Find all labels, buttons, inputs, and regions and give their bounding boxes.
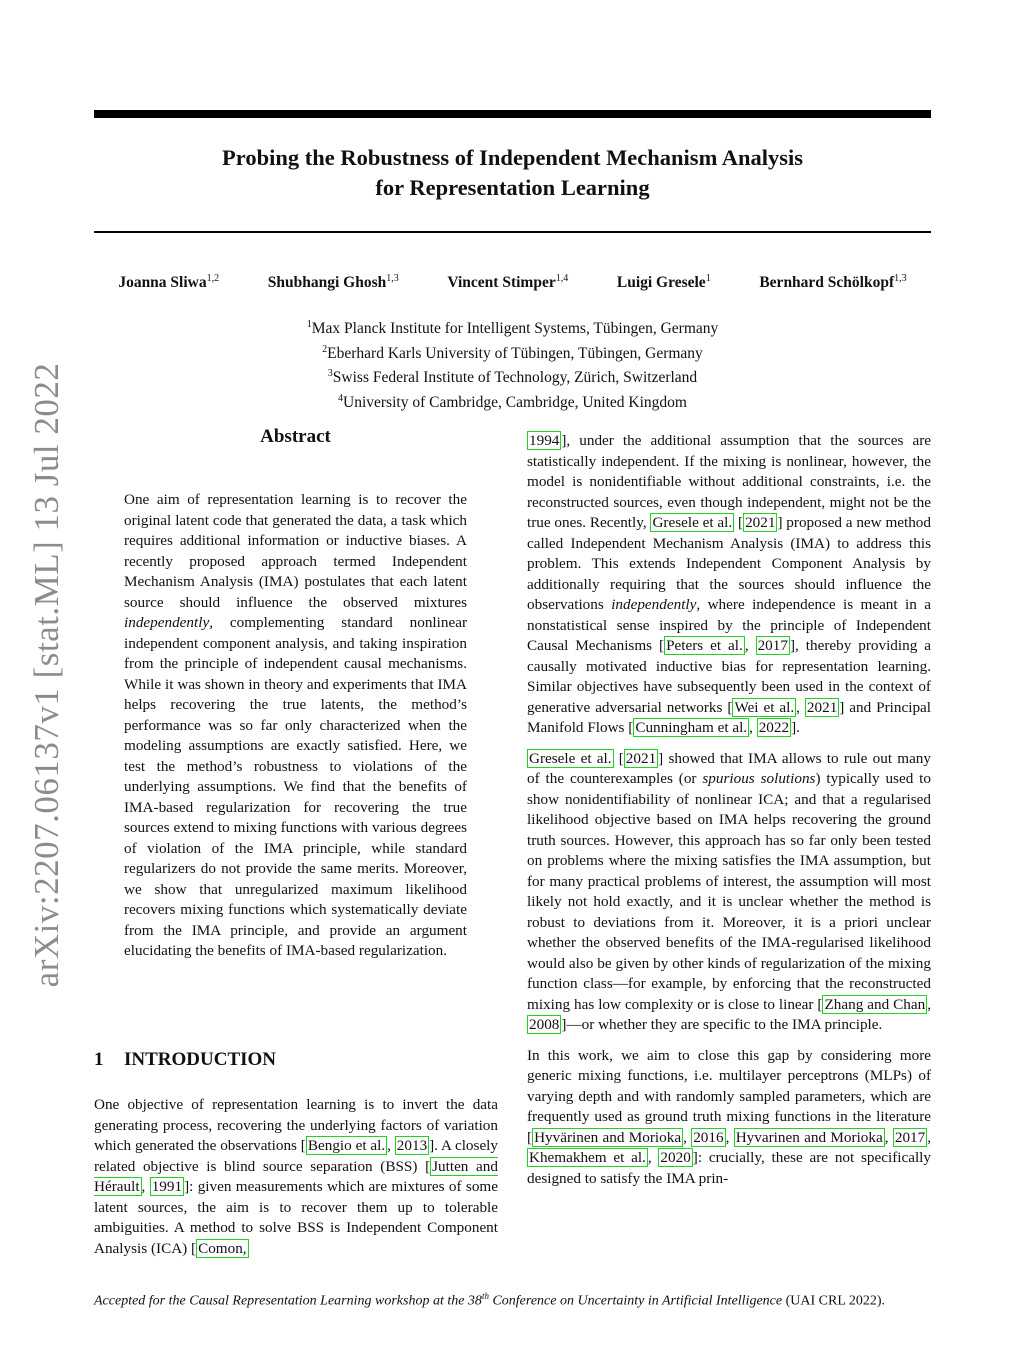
citation-link[interactable]: Comon,: [198, 1239, 247, 1257]
citation-link[interactable]: Gresele et al.: [529, 749, 612, 767]
citation-link[interactable]: Hyvärinen and Morioka: [534, 1128, 682, 1146]
citation-year-link[interactable]: 2021: [625, 749, 657, 767]
author: Bernhard Schölkopf$^{1,3}$: [759, 273, 907, 292]
citation-link[interactable]: Cunningham et al.: [635, 719, 748, 736]
citation-link[interactable]: Bengio et al.: [307, 1137, 386, 1154]
citation-year-link[interactable]: 2008: [529, 1016, 560, 1033]
citation-year-link[interactable]: 2017: [757, 637, 788, 654]
arxiv-identifier: arXiv:2207.06137v1 [stat.ML] 13 Jul 2022: [27, 362, 66, 988]
introduction-paragraph: One objective of representation learning is to invert the data generating process, recovering the underlying factors of variation which generated the observations [ Bengio et al. , 2013 ]. A closely related objective is blind source separation (BSS) [ Jutten and Hérault , 1991 ]: given measurements which are mixtures of some latent sources, the aim is to recover them up to tolerable ambiguities. A method to solve BSS is Independent Component Analysis (ICA) [ Comon,: [94, 1096, 498, 1257]
author: Joanna Sliwa$^{1,2}$: [118, 273, 220, 292]
citation-link[interactable]: Zhang and Chan: [824, 995, 926, 1013]
right-column: [527, 431, 931, 1199]
affiliation: $^2$Eberhard Karls University of Tübingen, Tübingen, Germany: [322, 343, 703, 362]
abstract-heading: Abstract: [260, 426, 331, 447]
citation-year-link[interactable]: 2021: [745, 514, 776, 531]
author: Vincent Stimper$^{1,4}$: [447, 273, 569, 292]
author-list: [94, 273, 931, 292]
title-rule: [94, 231, 931, 233]
citation-link[interactable]: Gresele et al.: [652, 514, 733, 531]
citation-link[interactable]: Jutten and Hérault: [94, 1157, 498, 1195]
top-rule: [94, 110, 931, 118]
citation-year-link[interactable]: 2022: [758, 719, 790, 736]
citation-link[interactable]: Peters et al.: [666, 637, 743, 654]
citation-link[interactable]: Khemakhem et al.: [529, 1149, 646, 1166]
paragraph: 1994 ], under the additional assumption that the sources are statistically independent. If the mixing is nonlinear, however, the model is nonidentifiable without additional constraints, i.e. the reconstructed sources, even though independent, might not be the true ones. Recently, Gresele et al. [ 2021 ] proposed a new method called Independent Mechanism Analysis (IMA) to address this problem. This extends Independent Component Analysis by additionally requiring that the sources should influence the observations independently, where independence is meant in a nonstatistical sense inspired by the principle of Independent Causal Mechanisms [ Peters et al. , 2017 ], thereby providing a causally motivated inductive bias for representation learning. Similar objectives have subsequently been used in the context of generative adversarial networks [ Wei et al. , 2021 ] and Principal Manifold Flows [ Cunningham et al. , 2022 ].: [527, 432, 932, 736]
citation-year-link[interactable]: 2017: [894, 1128, 926, 1146]
citation-year-link[interactable]: 2016: [693, 1128, 724, 1146]
citation-year-link[interactable]: 2013: [396, 1137, 428, 1154]
paper-title: [94, 143, 931, 203]
citation-year-link[interactable]: 2020: [660, 1149, 691, 1166]
author: Luigi Gresele$^1$: [616, 273, 711, 292]
affiliation: $^1$Max Planck Institute for Intelligent Systems, Tübingen, Germany: [306, 319, 719, 338]
title-line-2: for Representation Learning: [375, 175, 650, 200]
citation-link[interactable]: Wei et al.: [734, 698, 795, 716]
footer-note: Accepted for the Causal Representation Learning workshop at the 38th Conference on Uncertainty in Artificial Intelligence (UAI CRL 2022).: [94, 1291, 886, 1309]
abstract-body: One aim of representation learning is to recover the original latent code that generated the data, a task which requires additional information or inductive biases. A recently proposed approach termed Independent Mechanism Analysis (IMA) postulates that each latent source should influence the observed mixtures independently, complementing standard nonlinear independent component analysis, and taking inspiration from the principle of independent causal mechanisms. While it was shown in theory and experiments that IMA helps recovering the true latents, the method’s performance was so far only characterized when the modeling assumptions are exactly satisfied. Here, we test the method’s robustness to violations of the underlying assumptions. We find that the benefits of IMA-based regularization for recovering the true sources extend to mixing functions with various degrees of violation of the IMA principle, while standard regularizers do not provide the same merits. Moreover, we show that unregularized maximum likelihood recovers mixing functions which systematically deviate from the IMA principle, and provide an argument elucidating the benefits of IMA-based regularization.: [124, 491, 467, 959]
section-heading: 1 INTRODUCTION: [94, 1049, 277, 1070]
affiliation: $^3$Swiss Federal Institute of Technology, Zürich, Switzerland: [327, 368, 698, 387]
citation-year-link[interactable]: 1994: [529, 432, 560, 449]
affiliation-list: [94, 315, 931, 414]
affiliation: $^4$University of Cambridge, Cambridge, United Kingdom: [338, 392, 687, 412]
paragraph: In this work, we aim to close this gap by considering more generic mixing functions, i.e. multilayer perceptrons (MLPs) of varying depth and with randomly sampled parameters, which are frequently used as ground truth mixing functions in the literature [ Hyvärinen and Morioka , 2016 , Hyvarinen and Morioka , 2017 , Khemakhem et al. , 2020 ]: crucially, these are not specifically designed to satisfy the IMA prin-: [527, 1046, 932, 1187]
author: Shubhangi Ghosh$^{1,3}$: [267, 273, 399, 292]
paragraph: Gresele et al. [ 2021 ] showed that IMA allows to rule out many of the counterexamples (or spurious solutions) typically used to show nonidentifiability of nonlinear ICA; and that a regularised likelihood objective based on IMA helps recovering the ground truth sources. However, this approach has so far only been tested on problems where the mixing satisfies the IMA assumption, but for many practical problems of interest, the assumption will most likely not hold exactly, and it is unclear whether the method is robust to deviations from it. Moreover, it is a priori unclear whether the observed benefits of the IMA-regularised likelihood would also be given by other kinds of regularization of the mixing function class—for example, by enforcing that the reconstructed mixing has low complexity or is close to linear [ Zhang and Chan , 2008 ]—or whether they are specific to the IMA principle.: [527, 749, 931, 1033]
citation-link[interactable]: Hyvarinen and Morioka: [735, 1128, 883, 1146]
citation-year-link[interactable]: 2021: [806, 698, 838, 716]
citation-year-link[interactable]: 1991: [151, 1178, 183, 1195]
title-line-1: Probing the Robustness of Independent Mechanism Analysis: [222, 145, 803, 170]
